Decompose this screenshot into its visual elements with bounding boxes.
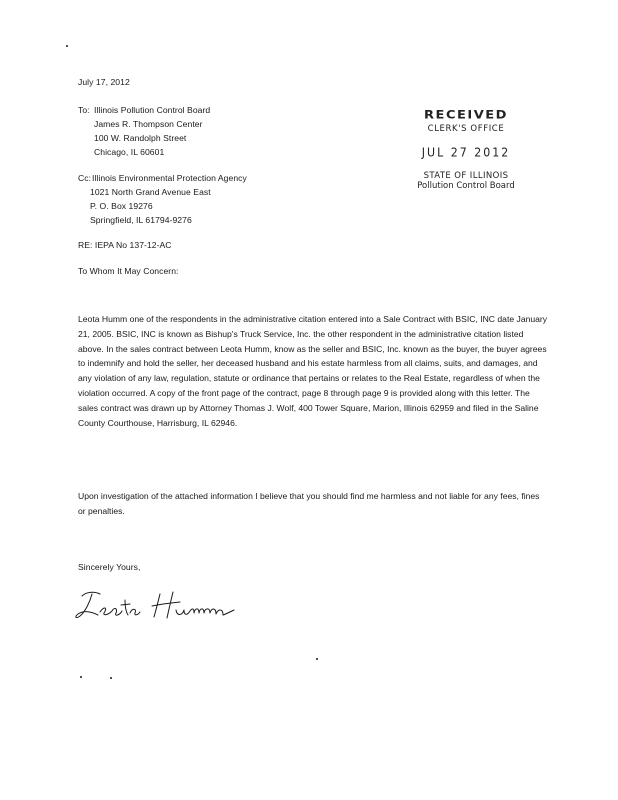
scan-speck — [316, 658, 318, 660]
cc-line-3: P. O. Box 19276 — [90, 201, 153, 211]
to-label: To: — [78, 105, 90, 115]
scan-speck — [110, 677, 112, 679]
cc-label: Cc: — [78, 173, 92, 183]
closing: Sincerely Yours, — [78, 562, 141, 572]
cc-line-2: 1021 North Grand Avenue East — [90, 187, 211, 197]
scan-speck — [80, 676, 82, 678]
cc-line-4: Springfield, IL 61794-9276 — [90, 215, 192, 225]
signature-stroke-H — [152, 592, 180, 618]
signature-stroke-L — [76, 592, 100, 617]
body-paragraph-1: Leota Humm one of the respondents in the administrative citation entered into a Sale Contract with BSIC, INC date January 21, 2005. BSIC, INC is known as Bishup's Truck Service, Inc. the other respondent in the administrative citation listed above. In the sales contract between Leota Humm, know as the seller and BSIC, Inc. known as the buyer, the buyer agrees to indemnify and hold the seller, her deceased husband and his estate harmless from all claims, suits, and damages, and any violation of any law, regulation, statute or ordinance that pertains or relates to the Real Estate, regardless of when the violation occurred. A copy of the front page of the contract, page 8 through page 9 is provided along with this letter. The sales contract was drawn up by Attorney Thomas J. Wolf, 400 Tower Square, Marion, Illinois 62959 and filed in the Saline County Courthouse, Harrisburg, IL 62946. — [78, 314, 548, 428]
handwritten-signature — [70, 586, 260, 626]
stamp-state: STATE OF ILLINOIS — [423, 171, 509, 181]
signature-stroke-umm — [176, 609, 234, 615]
to-line-4: Chicago, IL 60601 — [94, 147, 165, 157]
scan-speck — [66, 45, 68, 47]
stamp-date: JUL 27 2012 — [421, 145, 511, 160]
stamp-received: RECEIVED — [424, 109, 508, 122]
letter-date: July 17, 2012 — [78, 77, 130, 87]
cc-line-1: Illinois Environmental Protection Agency — [92, 173, 247, 183]
signature-stroke-eota — [100, 600, 140, 615]
to-line-2: James R. Thompson Center — [94, 119, 203, 129]
re-line: RE: IEPA No 137-12-AC — [78, 240, 172, 250]
to-line-3: 100 W. Randolph Street — [94, 133, 187, 143]
stamp-office: CLERK'S OFFICE — [427, 124, 505, 134]
salutation: To Whom It May Concern: — [78, 266, 179, 276]
stamp-board: Pollution Control Board — [417, 181, 515, 191]
to-line-1: Illinois Pollution Control Board — [94, 105, 211, 115]
body-paragraph-2: Upon investigation of the attached information I believe that you should find me harmless and not liable for any fees, fines or penalties. — [78, 491, 540, 516]
